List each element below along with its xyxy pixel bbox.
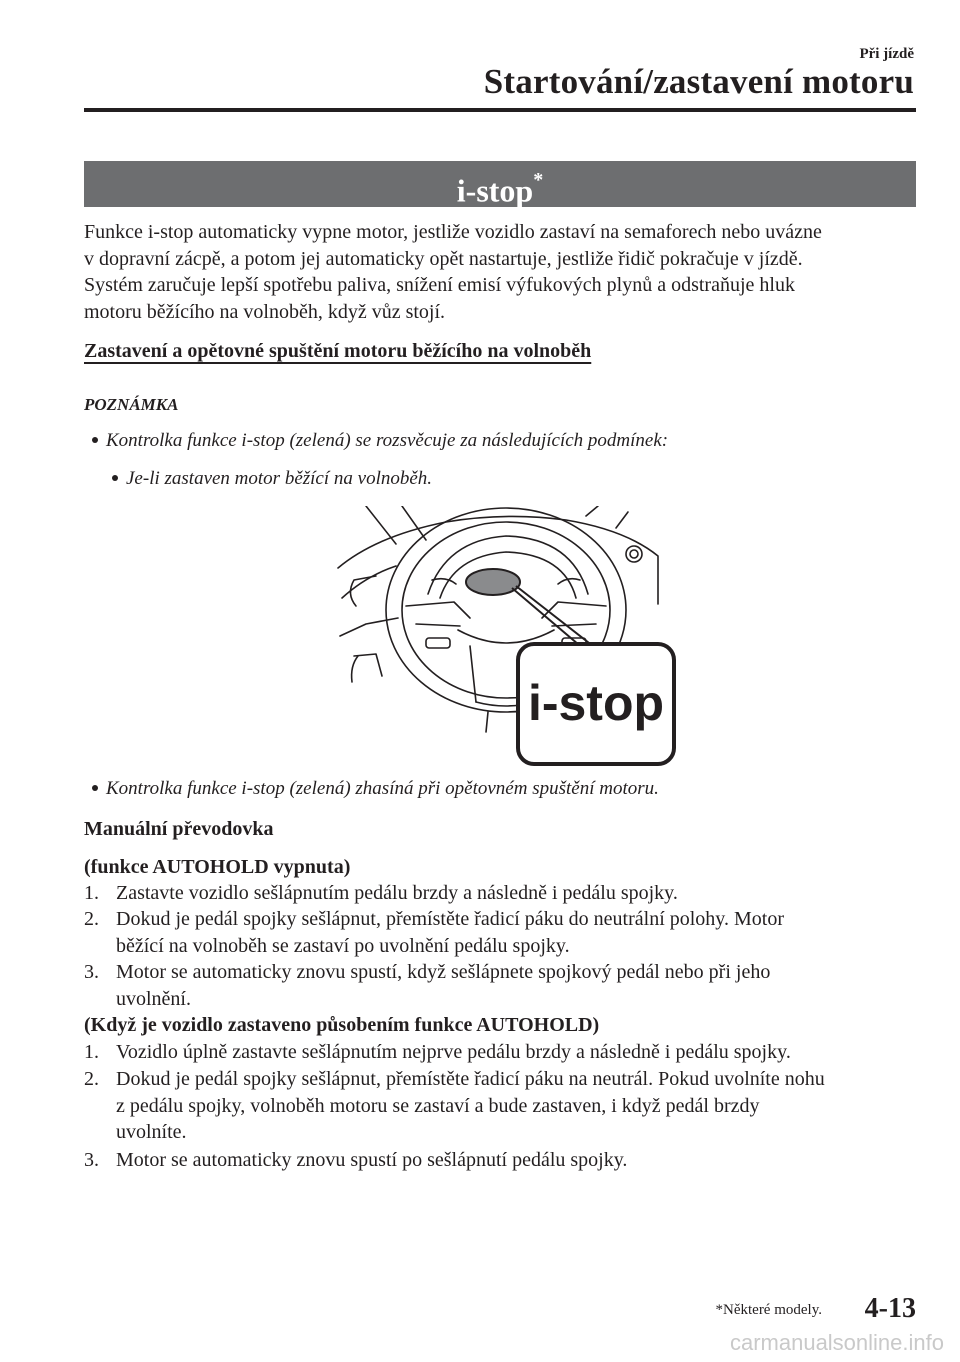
group1-heading: (funkce AUTOHOLD vypnuta) (84, 856, 351, 878)
group2-heading: (Když je vozidlo zastaveno působením funkce AUTOHOLD) (84, 1014, 600, 1036)
step-text: Dokud je pedál spojky sešlápnut, přemístěte řadicí páku do neutrální polohy. Motor (116, 908, 785, 930)
step-text: uvolníte. (116, 1121, 187, 1143)
step-text: Vozidlo úplně zastavte sešlápnutím nejprve pedálu brzdy a následně i pedálu spojky. (116, 1041, 791, 1063)
step-text: Dokud je pedál spojky sešlápnut, přemístěte řadicí páku na neutrál. Pokud uvolníte nohu (116, 1068, 825, 1090)
step-number: 1. (84, 1041, 99, 1063)
list-item (84, 880, 924, 907)
bullet-dot-icon (92, 785, 98, 791)
intro-line: Funkce i-stop automaticky vypne motor, jestliže vozidlo zastaví na semaforech nebo uvázne (84, 221, 822, 243)
step-number: 3. (84, 1149, 99, 1171)
intro-line: motoru běžícího na volnoběh, když vůz stojí. (84, 300, 446, 323)
step-number: 2. (84, 908, 99, 930)
note-sub-bullet-text: Je-li zastaven motor běžící na volnoběh. (126, 468, 433, 489)
step-text: běžící na volnoběh se zastaví po uvolnění pedálu spojky. (116, 934, 570, 957)
running-header-section: Při jízdě (859, 46, 914, 62)
watermark: carmanualsonline.info (729, 1330, 944, 1355)
bullet-dot-icon (112, 475, 118, 481)
intro-line: Systém zaručuje lepší spotřebu paliva, snížení emisí výfukových plynů a odstraňuje hluk (84, 274, 795, 296)
intro-line: v dopravní zácpě, a potom jej automaticky opět nastartuje, jestliže řidič pokračuje v jízdě. (84, 247, 803, 270)
step-number: 2. (84, 1068, 99, 1090)
section-title-band (84, 161, 916, 207)
note-bullet (92, 430, 668, 452)
intro-paragraph (84, 219, 924, 325)
step-text: Motor se automaticky znovu spustí, když sešlápnete spojkový pedál nebo při jeho (116, 961, 771, 983)
step-text: Zastavte vozidlo sešlápnutím pedálu brzdy a následně i pedálu spojky. (116, 882, 678, 904)
running-header-title: Startování/zastavení motoru (483, 62, 914, 101)
step-number: 1. (84, 882, 99, 904)
note-sub-bullet (112, 468, 432, 490)
manual-heading: Manuální převodovka (84, 818, 274, 840)
indicator-highlight (466, 569, 520, 595)
istop-callout-label: i-stop (527, 675, 665, 731)
page-number: 4-13 (864, 1293, 916, 1324)
header-rule (84, 108, 916, 112)
footnote: *Některé modely. (715, 1302, 822, 1318)
step-text: uvolnění. (116, 987, 191, 1010)
list-item (84, 1147, 924, 1174)
bullet-dot-icon (92, 437, 98, 443)
step-number: 3. (84, 961, 99, 983)
list-item (84, 906, 924, 959)
list-item (84, 959, 924, 1012)
step-text: z pedálu spojky, volnoběh motoru se zastaví a bude zastaven, i když pedál brzdy (116, 1094, 760, 1117)
section-title: i-stop (456, 172, 534, 209)
list-item (84, 1066, 924, 1146)
note-bullet-text: Kontrolka funkce i-stop (zelená) zhasíná při opětovném spuštění motoru. (106, 778, 659, 799)
note-title: POZNÁMKA (84, 395, 179, 414)
note-bullet-text: Kontrolka funkce i-stop (zelená) se rozsvěcuje za následujících podmínek: (106, 430, 669, 451)
subsection-title: Zastavení a opětovné spuštění motoru běžícího na volnoběh (84, 340, 592, 362)
note-bullet (92, 778, 659, 800)
section-title-asterisk: * (533, 169, 544, 191)
step-text: Motor se automaticky znovu spustí po sešlápnutí pedálu spojky. (116, 1149, 628, 1171)
list-item (84, 1039, 924, 1066)
istop-indicator-figure (336, 506, 676, 768)
steering-wheel-illustration (336, 506, 676, 768)
